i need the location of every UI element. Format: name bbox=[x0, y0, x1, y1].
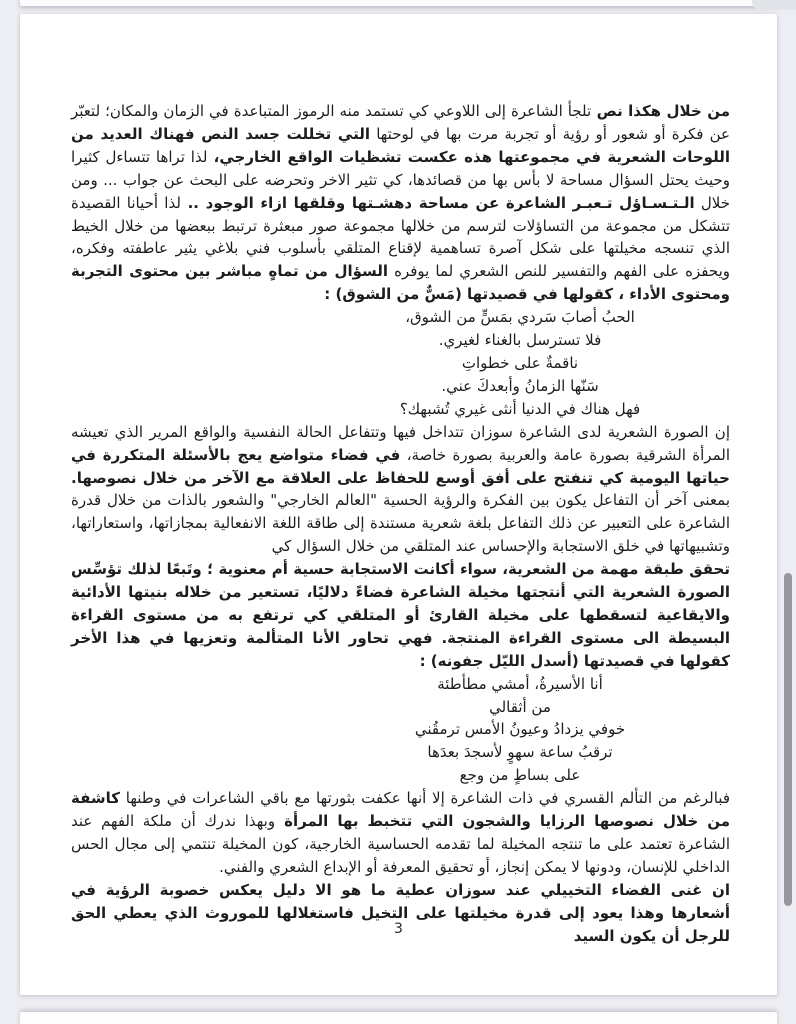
scrollbar-thumb[interactable] bbox=[784, 573, 792, 906]
text-segment: تلجأ الشاعرة إلى اللاوعي كي تستمد منه الرموز المتباعدة في الزمان والمكان؛ لتعبّر عن فكرة أو شعور أو رؤية أو تجربة مرت بها في لوحتها bbox=[71, 102, 730, 143]
bold-text-segment: في فضاء متواضع يعج بالأسئلة المتكررة في حياتها اليومية كي تنفتح على أفق أوسع للحفاظ على العلاقة مع الآخر من خلال نصوصها. bbox=[71, 445, 730, 487]
verse-line: ناقمةٌ على خطواتِ bbox=[461, 353, 579, 372]
previous-page-edge bbox=[20, 0, 770, 6]
verse-line: من أثقالي bbox=[489, 697, 551, 716]
top-right-corner-element bbox=[752, 0, 796, 10]
verse-line: خوفي يزدادُ وعيونُ الأمس ترمقُني bbox=[414, 720, 626, 739]
text-segment: وبهذا ندرك أن ملكة الفهم عند الشاعرة تعتمد على ما تنتجه المخيلة لما تقدمه الحساسية الخارجية، كون المخيلة تنتمي إلى مجال الحس الداخلي للإنسان، ودونها لا يمكن إنجاز، أو تحقيق المعرفة أو الإبداع الشعري والفني. bbox=[71, 812, 730, 876]
bold-text-segment: ان غنى الفضاء التخييلي عند سوزان عطية ما هو الا دليل يعكس خصوبة الرؤية في أشعارها وهذا يعود إلى قدرة مخيلتها على التخيل فاستغلالها للموروث الذي يعطي الحق للرجل أن يكون السيد bbox=[71, 880, 730, 945]
verse-line: أنا الأسيرةُ، أمشي مطأطئة bbox=[437, 674, 603, 693]
verse-line: ترقبُ ساعة سهوٍ لأسجدَ بعدَها bbox=[427, 743, 613, 762]
next-page-edge bbox=[20, 1012, 777, 1024]
paragraph bbox=[71, 558, 730, 673]
poem-excerpt bbox=[310, 306, 730, 421]
text-segment: لذا تراها تتساءل كثيرا وحيث يحتل السؤال مساحة لا بأس بها من قصائدها، كي تثير الاخر وتحرضه على البحث عن جواب ... ومن خلال bbox=[71, 147, 730, 212]
text-segment: إن الصورة الشعرية لدى الشاعرة سوزان تتداخل فيها وتتفاعل الحالة النفسية والواقع المرير الذي تعيشه المرأة الشرقية بصورة عامة والعربية بصورة خاصة، bbox=[71, 422, 730, 464]
verse-line: الحبُ أصابَ سَردي بمَسٍّ من الشوق، bbox=[405, 308, 635, 327]
paragraph bbox=[71, 879, 730, 948]
text-segment: فبالرغم من التألم القسري في ذات الشاعرة إلا أنها عكفت بثورتها مع باقي الشاعرات في وطنها bbox=[120, 789, 730, 808]
page-text bbox=[71, 100, 730, 948]
text-segment: بمعنى آخر أن التفاعل يكون بين الفكرة والرؤية الحسية "العالم الخارجي" والشعور بالذات من خلال قدرة الشاعرة على التعبير عن ذلك التفاعل بلغة شعرية مستندة إلى طاقة اللغة الانفعالية بمجازاتها، واستعاراتها، وتشبيهاتها في خلق الاستجابة والإحساس عند المتلقي من خلال السؤال كي bbox=[71, 491, 730, 556]
paragraph bbox=[71, 100, 730, 306]
page-number: 3 bbox=[394, 921, 403, 937]
verse-line: سَنّها الزمانُ وأبعدكَ عني. bbox=[441, 376, 599, 395]
verse-line: على بساطٍ من وجع bbox=[459, 766, 581, 785]
poem-excerpt bbox=[310, 673, 730, 788]
bold-text-segment: التي تخللت جسد النص فهناك العديد من اللوحات الشعرية في مجموعتها هذه عكست تشظيات الواقع الخارجي، bbox=[71, 124, 730, 166]
bold-text-segment: كاشفة من خلال نصوصها الرزايا والشجون التي تتخبط بها المرأة bbox=[71, 789, 731, 831]
paragraph bbox=[71, 787, 730, 879]
document-page[interactable] bbox=[20, 14, 777, 995]
verse-line: فلا تسترسل بالغناء لغيري. bbox=[438, 331, 602, 350]
bold-text-segment: تحقق طبقة مهمة من الشعرية، سواء أكانت الاستجابة حسية أم معنوية ؛ وتَبعًا لذلك تؤسِّس الصورة الشعرية التي أنتجتها مخيلة الشاعرة فضاءً دلاليًا، تستعير من خلاله بنيتها الأدائية والايقاعية لتسقطها على مخيلة القارئ أو المتلقي كي ترتفع به من مستوى القراءة البسيطة الى مستوى القراءة المنتجة. فهي تحاور الأنا المتألمة وتعزيها في هذا الأخر كقولها في قصيدتها (أسدل الليّل جفونه) : bbox=[71, 560, 730, 670]
text-segment: لذا أحيانا القصيدة تتشكل من مجموعة من التساؤلات لترسم من خلالها مجموعة صور مبعثرة ترتبط ببعضها من خلال الخيط الذي تنسجه مخيلتها على شكل آصرة تساهمية لإقناع المتلقي بأسلوب فني بلاغي يثير عاطفته وفكره، ويحفزه على الفهم والتفسير للنص الشعري لما يوفره bbox=[71, 193, 730, 281]
verse-line: فهل هناك في الدنيا أنثى غيري تُشبهك؟ bbox=[399, 399, 641, 418]
bold-text-segment: السؤال من تماهٍ مباشر بين محتوى التجربة ومحتوى الأداء ، كقولها في قصيدتها (مَسٌّ من الشوق) : bbox=[71, 262, 730, 304]
bold-text-segment: من خلال هكذا نص bbox=[591, 102, 730, 120]
paragraph bbox=[71, 421, 730, 558]
bold-text-segment: الـتـسـاؤل تـعبـر الشاعرة عن مساحة دهشـتها وقلقها ازاء الوجود .. bbox=[180, 193, 695, 212]
